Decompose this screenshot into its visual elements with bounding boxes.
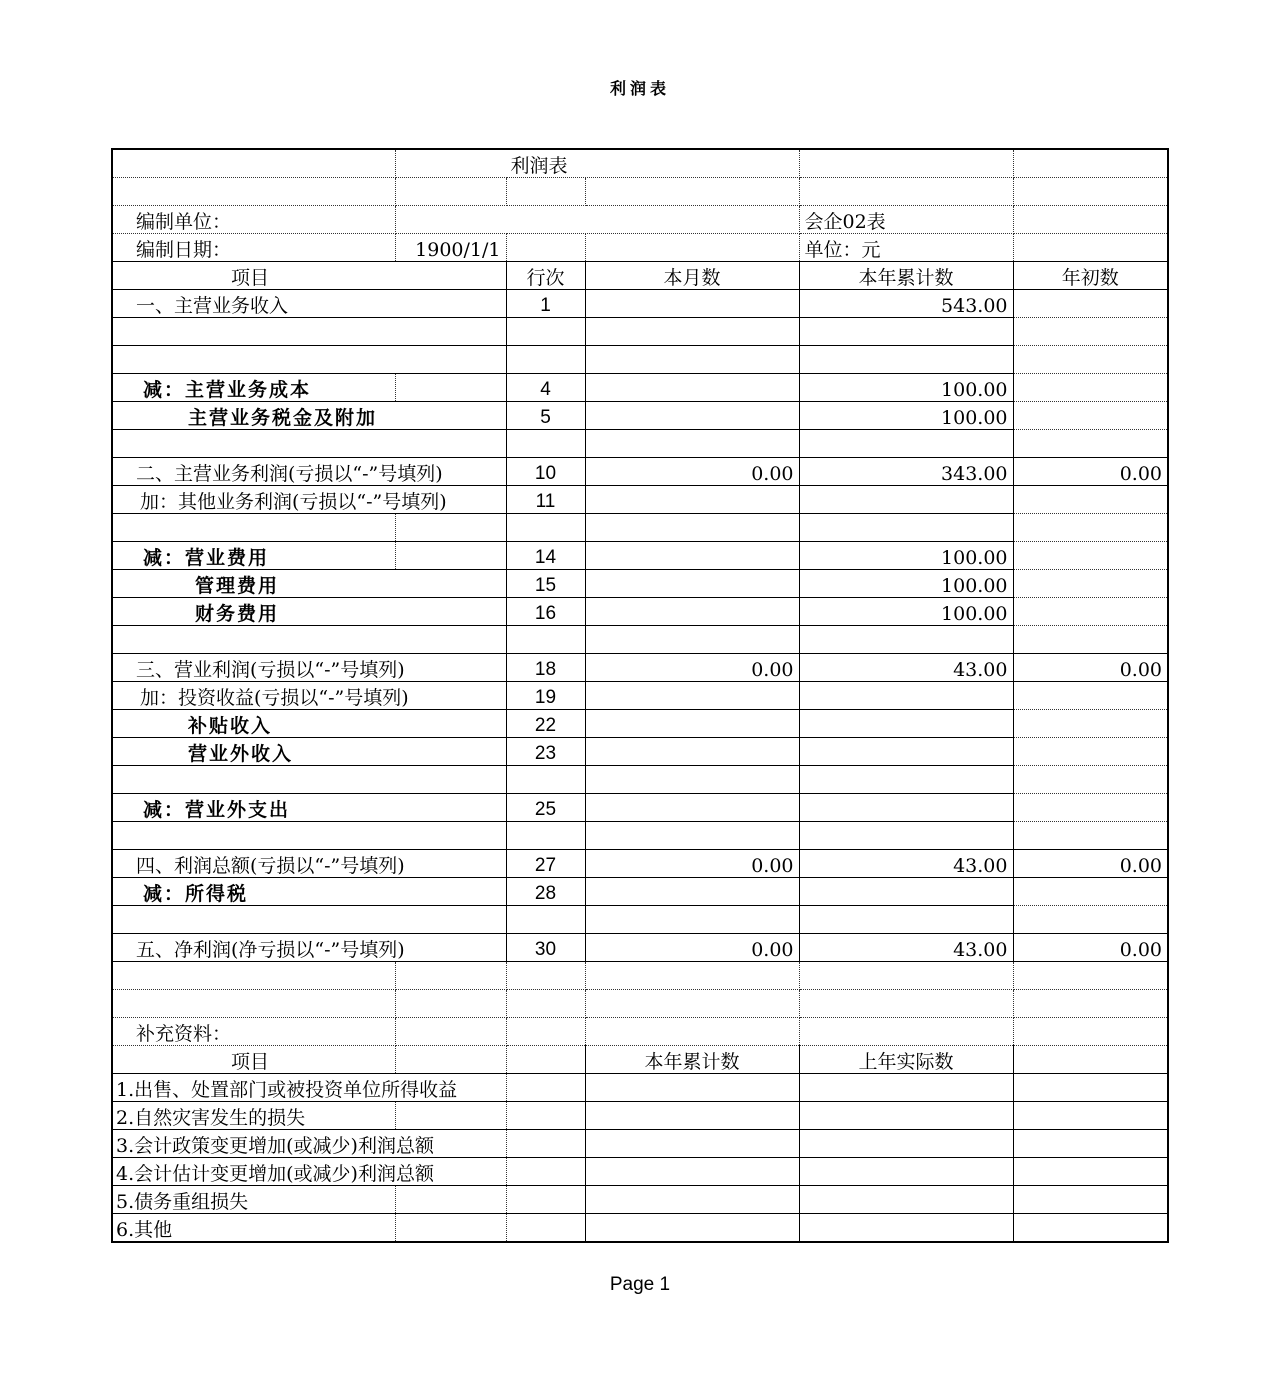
- row-label[interactable]: 减：营业外支出: [112, 794, 506, 822]
- page-footer: Page 1: [609, 1274, 671, 1295]
- supplement-row: [112, 1102, 1168, 1130]
- table-row: 一、主营业务收入 1 543.00: [112, 290, 1168, 318]
- supplement-row: [112, 1158, 1168, 1186]
- row-label[interactable]: 一、主营业务收入: [112, 290, 506, 318]
- supplement-item[interactable]: 4.会计估计变更增加(或减少)利润总额: [112, 1158, 506, 1186]
- table-row: 减：营业费用 14 100.00: [112, 542, 1168, 570]
- form-number[interactable]: 会企02表: [799, 206, 1013, 234]
- table-row: 减：营业外支出 25: [112, 794, 1168, 822]
- supplement-title-row: [112, 1018, 1168, 1046]
- row-label[interactable]: 营业外收入: [112, 738, 506, 766]
- table-row: 主营业务税金及附加 5 100.00: [112, 402, 1168, 430]
- supplement-col-prev[interactable]: 上年实际数: [799, 1046, 1013, 1074]
- col-ytd-header[interactable]: 本年累计数: [799, 262, 1013, 290]
- supplement-row: [112, 1214, 1168, 1243]
- table-row: 减：主营业务成本 4 100.00: [112, 374, 1168, 402]
- supplement-title[interactable]: 补充资料：: [112, 1018, 395, 1046]
- column-header-row: [112, 262, 1168, 290]
- supplement-item[interactable]: 3.会计政策变更增加(或减少)利润总额: [112, 1130, 506, 1158]
- blank-row: [112, 990, 1168, 1018]
- blank-row: [112, 514, 1168, 542]
- supplement-item[interactable]: 5.债务重组损失: [112, 1186, 395, 1214]
- table-row: 营业外收入 23: [112, 738, 1168, 766]
- row-label[interactable]: 四、利润总额(亏损以“-”号填列): [112, 850, 506, 878]
- sheet-title[interactable]: 利润表: [395, 149, 799, 178]
- row-label[interactable]: 五、净利润(净亏损以“-”号填列): [112, 934, 506, 962]
- supplement-row: [112, 1186, 1168, 1214]
- blank-row: [112, 430, 1168, 458]
- col-month-header[interactable]: 本月数: [585, 262, 799, 290]
- date-row: [112, 234, 1168, 262]
- date-value[interactable]: 1900/1/1: [395, 234, 506, 262]
- sheet-title-row: [112, 149, 1168, 178]
- page-header: 利润表: [609, 79, 670, 98]
- unit-label[interactable]: 编制单位：: [112, 206, 395, 234]
- row-label[interactable]: 管理费用: [112, 570, 506, 598]
- income-statement-sheet: [111, 148, 1169, 1243]
- supplement-col-item[interactable]: 项目: [112, 1046, 395, 1074]
- row-line[interactable]: 1: [506, 290, 585, 318]
- blank-row: [112, 822, 1168, 850]
- row-label[interactable]: 财务费用: [112, 598, 506, 626]
- blank-row: [112, 962, 1168, 990]
- row-label[interactable]: 减：所得税: [112, 878, 506, 906]
- supplement-item[interactable]: 1.出售、处置部门或被投资单位所得收益: [112, 1074, 506, 1102]
- blank-row: [112, 906, 1168, 934]
- row-label[interactable]: 二、主营业务利润(亏损以“-”号填列): [112, 458, 506, 486]
- blank-row: [112, 318, 1168, 346]
- blank-row: [112, 178, 1168, 206]
- table-row: 财务费用 16 100.00: [112, 598, 1168, 626]
- row-label[interactable]: 减：营业费用: [112, 542, 395, 570]
- table-row: 补贴收入 22: [112, 710, 1168, 738]
- supplement-row: [112, 1130, 1168, 1158]
- unit-row: [112, 206, 1168, 234]
- table-row: 减：所得税 28: [112, 878, 1168, 906]
- subtotal-row: 四、利润总额(亏损以“-”号填列) 27 0.00 43.00 0.00: [112, 850, 1168, 878]
- row-label[interactable]: 主营业务税金及附加: [112, 402, 506, 430]
- table-row: 加：其他业务利润(亏损以“-”号填列) 11: [112, 486, 1168, 514]
- subtotal-row: 二、主营业务利润(亏损以“-”号填列) 10 0.00 343.00 0.00: [112, 458, 1168, 486]
- supplement-row: [112, 1074, 1168, 1102]
- table-row: 管理费用 15 100.00: [112, 570, 1168, 598]
- subtotal-row: 三、营业利润(亏损以“-”号填列) 18 0.00 43.00 0.00: [112, 654, 1168, 682]
- blank-row: [112, 626, 1168, 654]
- col-begin-header[interactable]: 年初数: [1013, 262, 1168, 290]
- supplement-item[interactable]: 6.其他: [112, 1214, 395, 1243]
- supplement-header-row: [112, 1046, 1168, 1074]
- row-label[interactable]: 三、营业利润(亏损以“-”号填列): [112, 654, 506, 682]
- col-item-header[interactable]: 项目: [112, 262, 506, 290]
- blank-row: [112, 766, 1168, 794]
- supplement-item[interactable]: 2.自然灾害发生的损失: [112, 1102, 395, 1130]
- currency-unit[interactable]: 单位：元: [799, 234, 1013, 262]
- date-label[interactable]: 编制日期：: [112, 234, 395, 262]
- row-label[interactable]: 补贴收入: [112, 710, 506, 738]
- blank-row: [112, 346, 1168, 374]
- subtotal-row: 五、净利润(净亏损以“-”号填列) 30 0.00 43.00 0.00: [112, 934, 1168, 962]
- col-line-header[interactable]: 行次: [506, 262, 585, 290]
- table-row: 加：投资收益(亏损以“-”号填列) 19: [112, 682, 1168, 710]
- row-label[interactable]: 加：其他业务利润(亏损以“-”号填列): [112, 486, 506, 514]
- supplement-col-ytd[interactable]: 本年累计数: [585, 1046, 799, 1074]
- row-label[interactable]: 减：主营业务成本: [112, 374, 395, 402]
- row-label[interactable]: 加：投资收益(亏损以“-”号填列): [112, 682, 506, 710]
